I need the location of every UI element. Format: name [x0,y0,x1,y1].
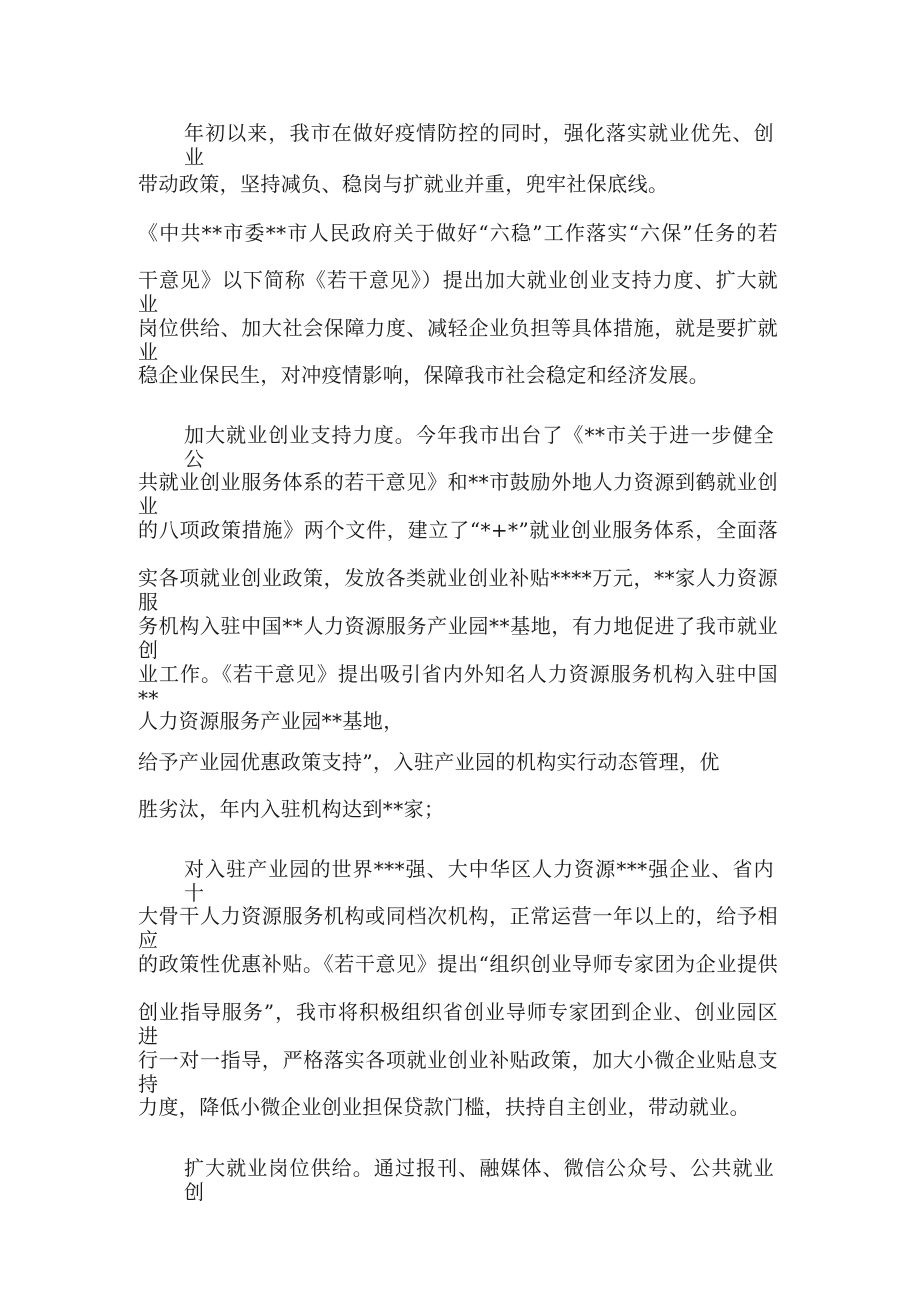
text-line: 共就业创业服务体系的若干意见》和**市鼓励外地人力资源到鹤就业创业 [138,470,778,518]
text-line: 给予产业园优惠政策支持”，入驻产业园的机构实行动态管理，优 [138,750,720,774]
text-line: 干意见》以下简称《若干意见》）提出加大就业创业支持力度、扩大就业 [138,268,778,316]
text-line: 带动政策，坚持减负、稳岗与扩就业并重，兜牢社保底线。 [138,172,669,196]
text-line: 的八项政策措施》两个文件，建立了“*+*”就业创业服务体系，全面落 [138,518,778,542]
text-line: 胜劣汰，年内入驻机构达到**家； [138,797,445,821]
text-line: 扩大就业岗位供给。通过报刊、融媒体、微信公众号、公共就业创 [184,1156,774,1204]
text-line: 业工作。《若干意见》提出吸引省内外知名人力资源服务机构入驻中国** [138,662,778,710]
text-line: 力度，降低小微企业创业担保贷款门槛，扶持自主创业，带动就业。 [138,1095,750,1119]
text-line: 创业指导服务”，我市将积极组织省创业导师专家团到企业、创业园区进 [138,1000,778,1048]
text-line: 的政策性优惠补贴。《若干意见》提出“组织创业导师专家团为企业提供 [138,952,778,976]
text-line: 务机构入驻中国**人力资源服务产业园**基地，有力地促进了我市就业创 [138,614,778,662]
text-line: 岗位供给、加大社会保障力度、减轻企业负担等具体措施，就是要扩就业 [138,316,778,364]
text-line: 对入驻产业园的世界***强、大中华区人力资源***强企业、省内十 [184,857,774,905]
text-line: 人力资源服务产业园**基地， [138,709,404,733]
text-line: 《中共**市委**市人民政府关于做好“六稳”工作落实“六保”任务的若 [138,221,778,245]
text-line: 大骨干人力资源服务机构或同档次机构，正常运营一年以上的，给予相应 [138,904,778,952]
text-line: 实各项就业创业政策，发放各类就业创业补贴****万元，**家人力资源服 [138,566,778,614]
text-line: 加大就业创业支持力度。今年我市出台了《**市关于进一步健全公 [184,423,774,471]
text-line: 稳企业保民生，对冲疫情影响，保障我市社会稳定和经济发展。 [138,363,710,387]
text-line: 年初以来，我市在做好疫情防控的同时，强化落实就业优先、创业 [184,121,774,169]
text-line: 行一对一指导，严格落实各项就业创业补贴政策，加大小微企业贴息支持 [138,1048,778,1096]
